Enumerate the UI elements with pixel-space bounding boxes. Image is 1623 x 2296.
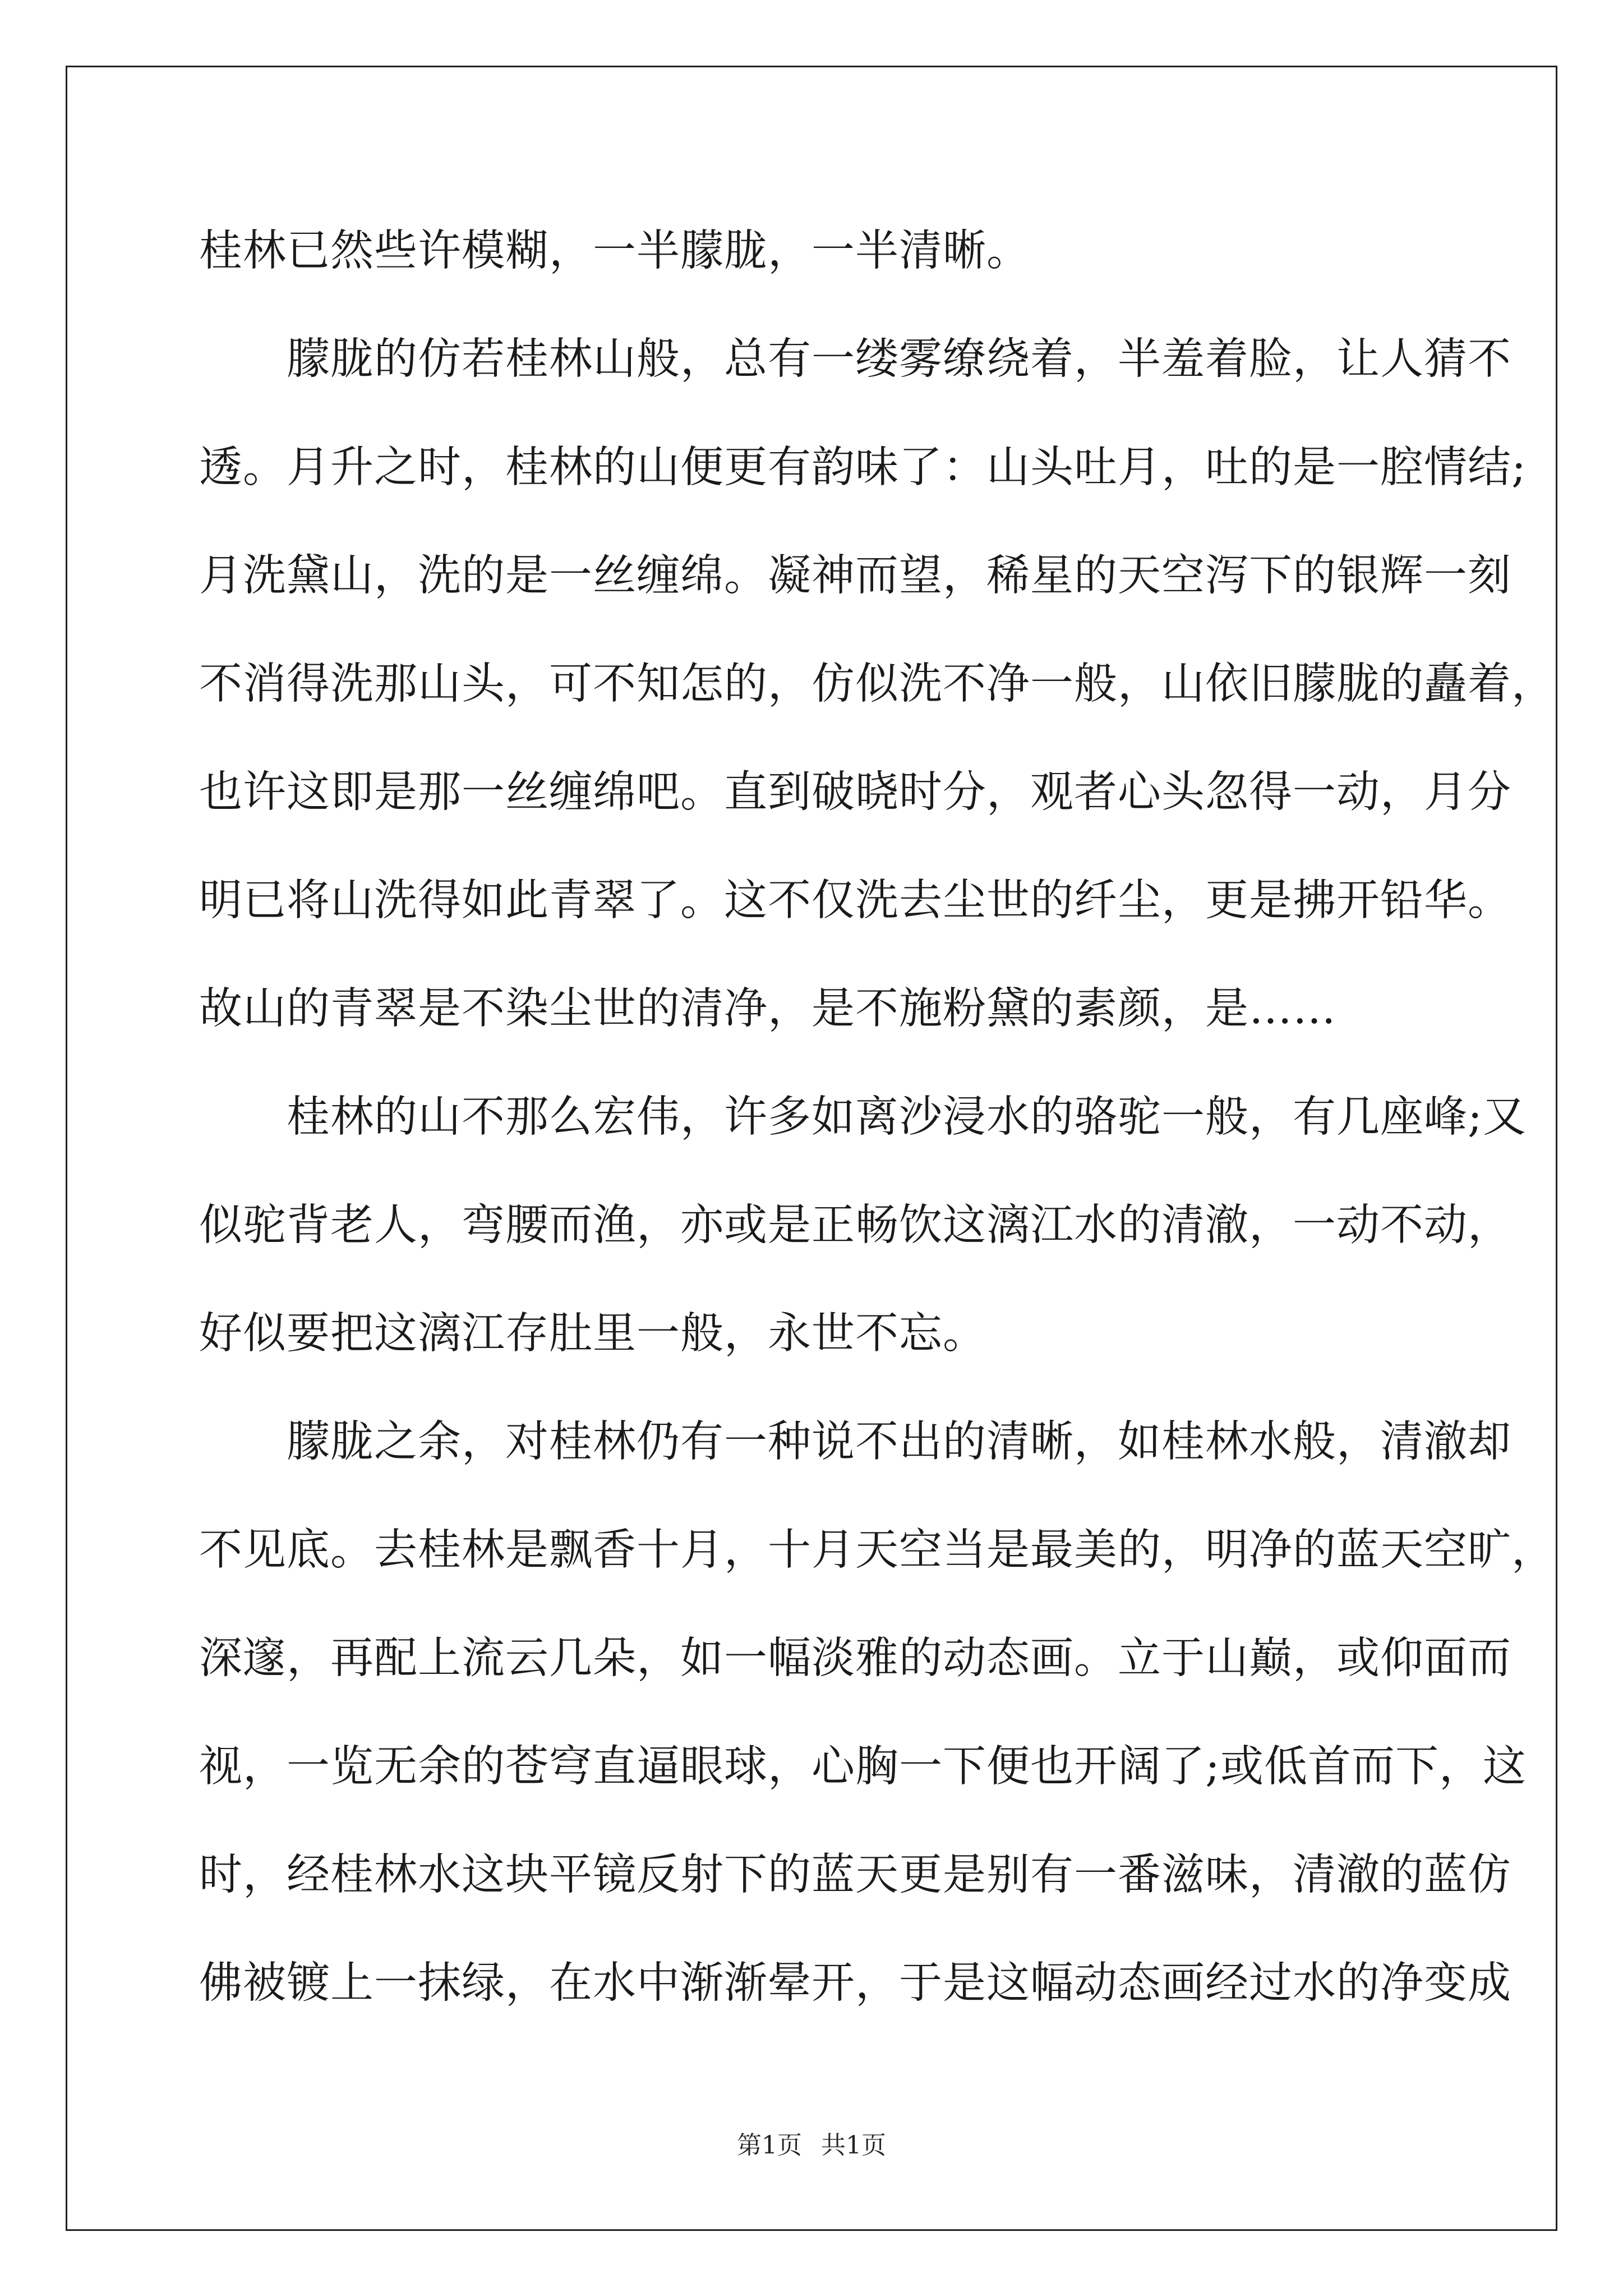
text-line: 透。月升之时，桂林的山便更有韵味了：山头吐月，吐的是一腔情结; (199, 443, 1527, 493)
page-number: 第1页 (737, 2131, 802, 2160)
page-total: 共1页 (821, 2131, 886, 2160)
text-line: 桂林的山不那么宏伟，许多如离沙浸水的骆驼一般，有几座峰;又 (199, 1092, 1527, 1142)
text-line: 故山的青翠是不染尘世的清净，是不施粉黛的素颜，是…… (199, 984, 1336, 1034)
text-line: 似驼背老人，弯腰而渔，亦或是正畅饮这漓江水的清澈，一动不动， (199, 1200, 1511, 1250)
text-line: 不见底。去桂林是飘香十月，十月天空当是最美的，明净的蓝天空旷， (199, 1525, 1555, 1575)
text-line: 不消得洗那山头，可不知怎的，仿似洗不净一般，山依旧朦胧的矗着， (199, 659, 1555, 709)
page-footer (0, 2129, 1623, 2162)
text-line: 也许这即是那一丝缠绵吧。直到破晓时分，观者心头忽得一动，月分 (199, 767, 1511, 817)
text-line: 明已将山洗得如此青翠了。这不仅洗去尘世的纤尘，更是拂开铅华。 (199, 876, 1511, 926)
text-line: 佛被镀上一抹绿，在水中渐渐晕开，于是这幅动态画经过水的净变成 (199, 1958, 1511, 2008)
text-line: 朦胧的仿若桂林山般，总有一缕雾缭绕着，半羞着脸，让人猜不 (199, 334, 1511, 384)
text-line: 好似要把这漓江存肚里一般，永世不忘。 (199, 1309, 986, 1359)
text-line: 视，一览无余的苍穹直逼眼球，心胸一下便也开阔了;或低首而下，这 (199, 1742, 1527, 1792)
text-line: 朦胧之余，对桂林仍有一种说不出的清晰，如桂林水般，清澈却 (199, 1417, 1511, 1467)
text-line: 深邃，再配上流云几朵，如一幅淡雅的动态画。立于山巅，或仰面而 (199, 1634, 1511, 1683)
text-line: 时，经桂林水这块平镜反射下的蓝天更是别有一番滋味，清澈的蓝仿 (199, 1850, 1511, 1900)
text-line: 月洗黛山，洗的是一丝缠绵。凝神而望，稀星的天空泻下的银辉一刻 (199, 551, 1511, 601)
text-line: 桂林已然些许模糊，一半朦胧，一半清晰。 (199, 226, 1030, 276)
